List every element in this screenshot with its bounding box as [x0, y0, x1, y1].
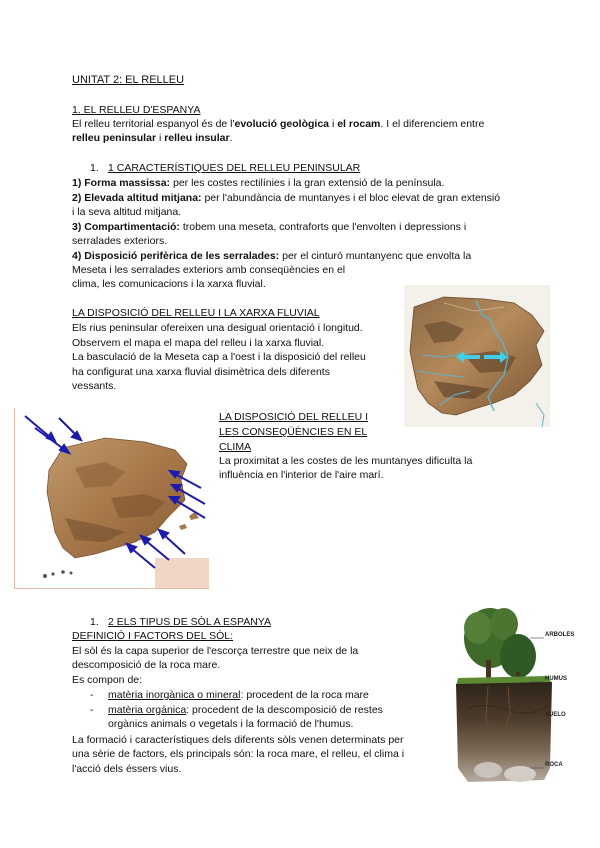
bullet-dash: -: [90, 704, 94, 716]
section-heading-tipus-sol: 2 ELS TIPUS DE SÒL A ESPANYA: [108, 616, 272, 628]
paragraph-line: La formació i característiques dels diferents sòls venen determinats per: [72, 734, 404, 746]
paragraph-line: descomposició de la roca mare.: [72, 659, 221, 671]
soil-profile-illustration: [448, 598, 582, 794]
relief-river-map-image: [404, 285, 550, 427]
section-heading-clima-line3: CLIMA: [219, 441, 252, 453]
soil-label-arboles: ARBOLES: [545, 632, 575, 638]
paragraph-line: Observem el mapa el mapa del relleu i la xarxa fluvial.: [72, 337, 325, 349]
paragraph-line: ha configurat una xarxa fluvial disimètrica dels diferents: [72, 366, 330, 378]
intro-line-1: El relleu territorial espanyol és de l'evolució geològica i el rocam. I el diferenciem entre: [72, 118, 485, 130]
paragraph-line: El sòl és la capa superior de l'escorça terrestre que neix de la: [72, 645, 359, 657]
bullet-item: matèria orgànica: procedent de la descomposició de restes: [108, 704, 383, 716]
section-heading-clima-line1: LA DISPOSICIÓ DEL RELLEU I: [219, 411, 368, 423]
soil-label-humus: HUMUS: [545, 676, 567, 682]
intro-line-2: relleu peninsular i relleu insular.: [72, 132, 233, 144]
list-item: clima, les comunicacions i la xarxa fluvial.: [72, 278, 266, 290]
section-heading-relleu-espanya: 1. EL RELLEU D'ESPANYA: [72, 104, 201, 116]
paragraph-line: Els rius peninsular ofereixen una desigual orientació i longitud.: [72, 322, 363, 334]
bullet-item: matèria inorgànica o mineral: procedent de la roca mare: [108, 689, 369, 701]
paragraph-line: Es compon de:: [72, 674, 143, 686]
bullet-dash: -: [90, 689, 94, 701]
list-item: 1) Forma massissa: per les costes rectilínies i la gran extensió de la península.: [72, 177, 445, 189]
section-heading-clima-line2: LES CONSEQÜÈNCIES EN EL: [219, 426, 368, 438]
page-title: UNITAT 2: EL RELLEU: [72, 74, 185, 86]
paragraph-line: vessants.: [72, 380, 117, 392]
paragraph-line: una sèrie de factors, els principals són: la roca mare, el relleu, el clima i: [72, 748, 405, 760]
paragraph-line: La basculació de la Meseta cap a l'oest i la disposició del relleu: [72, 351, 366, 363]
bullet-item-continuation: orgànics animals o vegetals i la formació de l'humus.: [108, 718, 354, 730]
section-number: 1.: [90, 616, 99, 628]
list-item: i la seva altitud mitjana.: [72, 206, 182, 218]
section-heading-xarxa-fluvial: LA DISPOSICIÓ DEL RELLEU I LA XARXA FLUVIAL: [72, 307, 320, 319]
paragraph-line: l'acció dels éssers vius.: [72, 763, 182, 775]
list-item: 4) Disposició perifèrica de les serralades: per el cinturó muntanyenc que envolta la: [72, 250, 472, 262]
climate-relief-map-image: [14, 408, 209, 589]
soil-label-suelo: SUELO: [545, 712, 566, 718]
section-heading-caracteristiques: 1 CARACTERÍSTIQUES DEL RELLEU PENINSULAR: [108, 162, 361, 174]
paragraph-line: influència en l'interior de l'aire marí.: [219, 469, 384, 481]
list-item: 3) Compartimentació: trobem una meseta, contraforts que l'envolten i depressions i: [72, 221, 467, 233]
list-item: Meseta i les serralades exteriors amb conseqüències en el: [72, 264, 346, 276]
list-item: 2) Elevada altitud mitjana: per l'abundància de muntanyes i el bloc elevat de gran extensió: [72, 192, 501, 204]
list-item: serralades exteriors.: [72, 235, 168, 247]
soil-label-roca: ROCA: [545, 762, 563, 768]
subheading-definicio: DEFINICIÓ I FACTORS DEL SÒL:: [72, 630, 234, 642]
paragraph-line: La proximitat a les costes de les muntanyes dificulta la: [219, 455, 473, 467]
section-number: 1.: [90, 162, 99, 174]
